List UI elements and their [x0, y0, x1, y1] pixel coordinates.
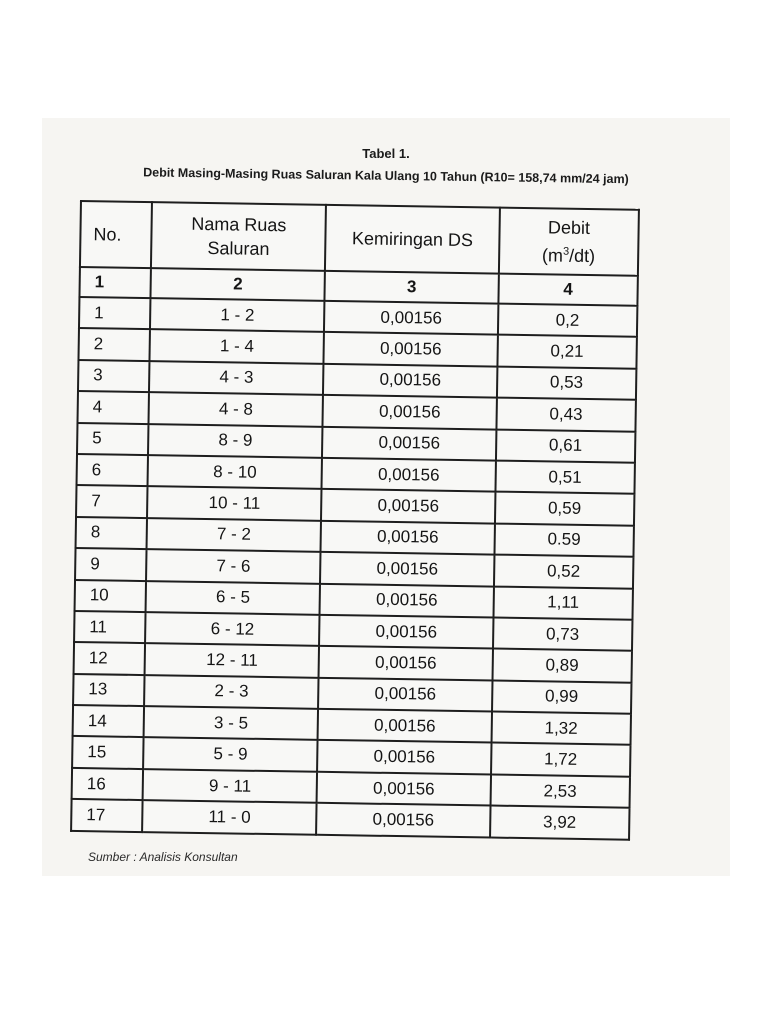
cell-debit: 0,61 [496, 429, 636, 463]
table-title: Tabel 1. [362, 146, 410, 161]
cell-debit: 2,53 [490, 774, 630, 808]
cell-no: 3 [78, 360, 150, 393]
cell-ruas: 8 - 10 [148, 455, 323, 489]
header-debit-line1: Debit [547, 217, 591, 239]
cell-debit: 0,59 [495, 492, 635, 526]
source-note: Sumber : Analisis Konsultan [88, 850, 238, 864]
header-ruas-line1: Nama Ruas [191, 213, 287, 236]
cell-no: 4 [78, 391, 150, 424]
column-number: 3 [325, 271, 499, 304]
cell-ruas: 10 - 11 [147, 486, 322, 520]
header-ds: Kemiringan DS [325, 205, 499, 274]
cell-kemiringan: 0,00156 [316, 803, 490, 837]
cell-no: 12 [74, 642, 146, 675]
cell-no: 14 [73, 705, 145, 738]
column-number: 2 [150, 268, 325, 301]
header-no: No. [80, 201, 152, 268]
cell-ruas: 7 - 6 [146, 549, 321, 583]
cell-kemiringan: 0,00156 [324, 332, 498, 366]
cell-debit: 1,32 [491, 712, 631, 746]
header-ruas-line2: Saluran [207, 238, 270, 259]
cell-ruas: 6 - 5 [146, 581, 321, 615]
cell-kemiringan: 0,00156 [319, 646, 493, 680]
cell-kemiringan: 0,00156 [323, 395, 497, 429]
cell-kemiringan: 0,00156 [317, 772, 491, 806]
column-number: 4 [498, 274, 638, 306]
cell-debit: 0,2 [498, 304, 638, 338]
cell-ruas: 12 - 11 [145, 643, 320, 677]
cell-debit: 1,72 [491, 743, 631, 777]
table-subtitle: Debit Masing-Masing Ruas Saluran Kala Ulang 10 Tahun (R10= 158,74 mm/24 jam) [143, 165, 629, 187]
cell-ruas: 7 - 2 [147, 518, 322, 552]
header-debit [499, 208, 639, 276]
cell-kemiringan: 0,00156 [320, 583, 494, 617]
cell-no: 8 [76, 517, 148, 550]
cell-no: 10 [75, 579, 147, 612]
header-debit-unit: $(m^3/dt)$ [541, 245, 596, 267]
cell-debit: 0,52 [494, 555, 634, 589]
cell-ruas: 1 - 4 [150, 330, 325, 364]
cell-kemiringan: 0,00156 [321, 521, 495, 555]
cell-no: 2 [78, 328, 150, 361]
cell-no: 13 [73, 674, 145, 707]
column-number: 1 [79, 267, 150, 298]
header-ruas [151, 202, 326, 271]
cell-debit: 0,73 [493, 617, 633, 651]
cell-kemiringan: 0,00156 [322, 426, 496, 460]
cell-debit: 0,51 [495, 461, 635, 495]
scanned-page [42, 118, 730, 876]
cell-no: 16 [72, 768, 144, 801]
cell-debit: 1,11 [493, 586, 633, 620]
cell-debit: 0,53 [497, 366, 637, 400]
cell-ruas: 6 - 12 [145, 612, 320, 646]
cell-kemiringan: 0,00156 [320, 552, 494, 586]
cell-no: 1 [79, 297, 151, 330]
cell-debit: 0,21 [497, 335, 637, 369]
cell-debit: 0.59 [494, 523, 634, 557]
cell-no: 7 [76, 485, 148, 518]
cell-ruas: 5 - 9 [143, 738, 318, 772]
table-container [70, 200, 682, 841]
cell-debit: 3,92 [490, 806, 630, 840]
cell-kemiringan: 0,00156 [318, 709, 492, 743]
cell-ruas: 8 - 9 [148, 424, 323, 458]
header-row [80, 201, 639, 276]
cell-kemiringan: 0,00156 [318, 677, 492, 711]
cell-ruas: 4 - 3 [149, 361, 324, 395]
cell-kemiringan: 0,00156 [324, 301, 498, 335]
cell-no: 9 [75, 548, 147, 581]
cell-ruas: 3 - 5 [144, 706, 319, 740]
cell-ruas: 1 - 2 [150, 298, 325, 332]
cell-ruas: 2 - 3 [144, 675, 319, 709]
cell-no: 15 [72, 736, 144, 769]
cell-no: 5 [77, 423, 149, 456]
cell-ruas: 4 - 8 [149, 392, 324, 426]
discharge-table [70, 200, 640, 840]
cell-kemiringan: 0,00156 [321, 489, 495, 523]
cell-kemiringan: 0,00156 [322, 458, 496, 492]
cell-no: 17 [71, 799, 143, 832]
cell-no: 11 [74, 611, 146, 644]
cell-ruas: 11 - 0 [142, 800, 317, 834]
cell-kemiringan: 0,00156 [319, 615, 493, 649]
cell-kemiringan: 0,00156 [323, 364, 497, 398]
cell-debit: 0,99 [492, 680, 632, 714]
cell-no: 6 [77, 454, 149, 487]
cell-debit: 0,43 [496, 398, 636, 432]
cell-ruas: 9 - 11 [143, 769, 318, 803]
cell-kemiringan: 0,00156 [317, 740, 491, 774]
cell-debit: 0,89 [492, 649, 632, 683]
